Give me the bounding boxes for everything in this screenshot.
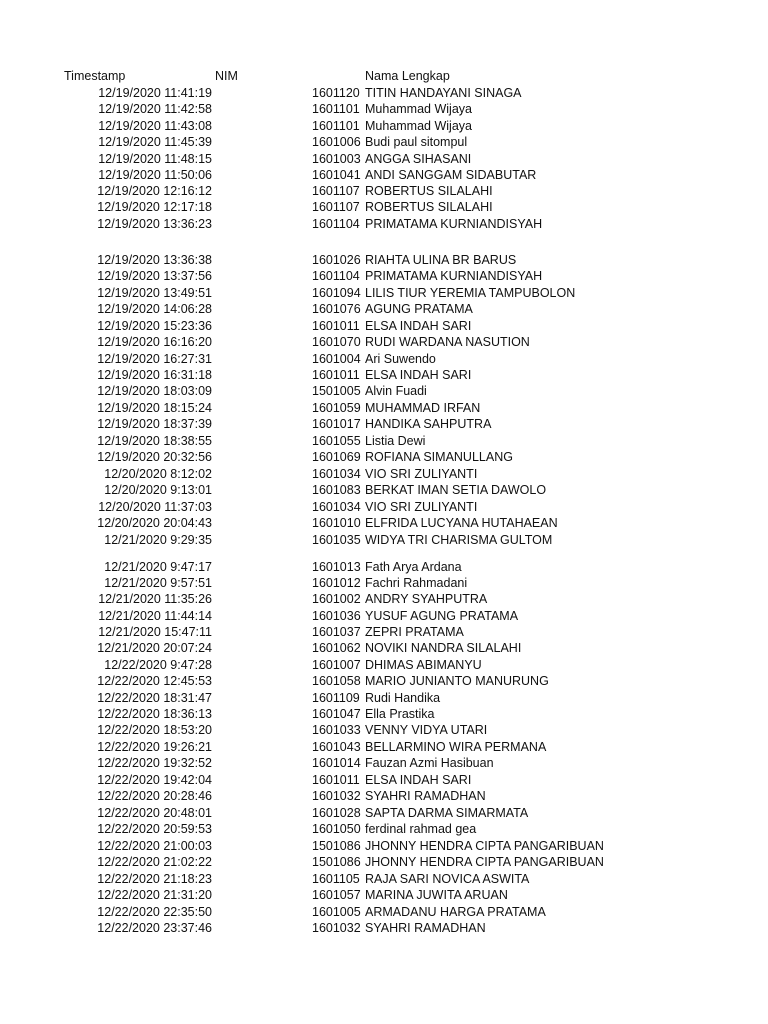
nim-cell: 1601059 [312,401,361,415]
table-row [0,85,768,101]
table-row [0,199,768,215]
nama-lengkap-cell: TITIN HANDAYANI SINAGA [365,86,522,100]
nama-lengkap-cell: Rudi Handika [365,691,441,705]
nama-lengkap-cell: AGUNG PRATAMA [365,302,473,316]
table-row [0,101,768,117]
table-row [0,788,768,804]
nim-cell: 1601011 [312,368,360,382]
timestamp-cell: 12/20/2020 11:37:03 [98,500,212,514]
nim-cell: 1601028 [312,806,361,820]
table-row [0,400,768,416]
nim-cell: 1601037 [312,625,361,639]
timestamp-cell: 12/22/2020 9:47:28 [104,658,212,672]
nama-lengkap-cell: Alvin Fuadi [365,384,427,398]
nim-cell: 1601013 [312,560,361,574]
table-row [0,383,768,399]
nim-cell: 1601007 [312,658,361,672]
nim-cell: 1601057 [312,888,361,902]
timestamp-cell: 12/19/2020 13:36:23 [97,217,212,231]
nama-lengkap-cell: ZEPRI PRATAMA [365,625,464,639]
table-row [0,285,768,301]
nama-lengkap-cell: ANGGA SIHASANI [365,152,472,166]
table-row [0,871,768,887]
timestamp-cell: 12/22/2020 20:28:46 [97,789,212,803]
timestamp-cell: 12/20/2020 8:12:02 [104,467,212,481]
table-row [0,515,768,531]
table-row [0,216,768,232]
nama-lengkap-cell: ANDI SANGGAM SIDABUTAR [365,168,537,182]
nama-lengkap-cell: PRIMATAMA KURNIANDISYAH [365,269,543,283]
nim-cell: 1601036 [312,609,361,623]
table-row [0,755,768,771]
timestamp-cell: 12/19/2020 11:41:19 [98,86,212,100]
nama-lengkap-cell: JHONNY HENDRA CIPTA PANGARIBUAN [365,839,604,853]
nim-cell: 1601083 [312,483,361,497]
nim-cell: 1601010 [312,516,361,530]
table-row [0,466,768,482]
timestamp-cell: 12/19/2020 11:43:08 [98,119,212,133]
table-row [0,838,768,854]
nama-lengkap-cell: ELSA INDAH SARI [365,368,472,382]
timestamp-cell: 12/19/2020 16:27:31 [97,352,212,366]
nama-lengkap-cell: ROBERTUS SILALAHI [365,200,493,214]
timestamp-cell: 12/19/2020 18:03:09 [97,384,212,398]
timestamp-cell: 12/19/2020 11:45:39 [98,135,212,149]
table-row [0,301,768,317]
nim-cell: 1601055 [312,434,361,448]
nim-cell: 1601076 [312,302,361,316]
nim-cell: 1601120 [312,86,360,100]
nim-cell: 1601017 [312,417,361,431]
nama-lengkap-cell: MARINA JUWITA ARUAN [365,888,508,902]
table-row [0,367,768,383]
timestamp-cell: 12/22/2020 20:59:53 [97,822,212,836]
nama-lengkap-cell: ROFIANA SIMANULLANG [365,450,513,464]
nim-cell: 1601101 [312,102,360,116]
table-row [0,904,768,920]
table-row [0,433,768,449]
timestamp-cell: 12/22/2020 21:18:23 [97,872,212,886]
table-row [0,739,768,755]
table-row [0,268,768,284]
nama-lengkap-cell: SYAHRI RAMADHAN [365,921,486,935]
nama-lengkap-cell: RAJA SARI NOVICA ASWITA [365,872,530,886]
nama-lengkap-cell: HANDIKA SAHPUTRA [365,417,492,431]
timestamp-cell: 12/19/2020 16:16:20 [97,335,212,349]
nim-cell: 1601070 [312,335,361,349]
nim-cell: 1601104 [312,269,360,283]
nama-lengkap-cell: SYAHRI RAMADHAN [365,789,486,803]
timestamp-cell: 12/19/2020 15:23:36 [97,319,212,333]
table-row [0,772,768,788]
nim-cell: 1501086 [312,855,361,869]
header-timestamp: Timestamp [64,69,126,83]
table-row [0,252,768,268]
nama-lengkap-cell: ROBERTUS SILALAHI [365,184,493,198]
nim-cell: 1601033 [312,723,361,737]
nama-lengkap-cell: Ari Suwendo [365,352,436,366]
table-row [0,482,768,498]
table-row [0,821,768,837]
nama-lengkap-cell: Listia Dewi [365,434,426,448]
nim-cell: 1501086 [312,839,361,853]
table-row [0,657,768,673]
table-row [0,805,768,821]
nim-cell: 1601107 [312,184,360,198]
nama-lengkap-cell: DHIMAS ABIMANYU [365,658,482,672]
nama-lengkap-cell: VIO SRI ZULIYANTI [365,500,478,514]
timestamp-cell: 12/22/2020 18:36:13 [97,707,212,721]
nama-lengkap-cell: PRIMATAMA KURNIANDISYAH [365,217,543,231]
nama-lengkap-cell: MARIO JUNIANTO MANURUNG [365,674,549,688]
nama-lengkap-cell: SAPTA DARMA SIMARMATA [365,806,529,820]
nim-cell: 1601107 [312,200,360,214]
nama-lengkap-cell: ANDRY SYAHPUTRA [365,592,488,606]
table-row [0,673,768,689]
table-row [0,854,768,870]
timestamp-cell: 12/19/2020 16:31:18 [97,368,212,382]
nim-cell: 1601101 [312,119,360,133]
timestamp-cell: 12/22/2020 18:31:47 [97,691,212,705]
timestamp-cell: 12/22/2020 21:02:22 [97,855,212,869]
nim-cell: 1601035 [312,533,361,547]
timestamp-cell: 12/19/2020 12:16:12 [97,184,212,198]
nim-cell: 1601012 [312,576,361,590]
nim-cell: 1601011 [312,319,360,333]
timestamp-cell: 12/21/2020 9:57:51 [104,576,212,590]
timestamp-cell: 12/21/2020 11:35:26 [98,592,212,606]
timestamp-cell: 12/22/2020 18:53:20 [97,723,212,737]
timestamp-cell: 12/22/2020 23:37:46 [97,921,212,935]
nama-lengkap-cell: NOVIKI NANDRA SILALAHI [365,641,522,655]
timestamp-cell: 12/19/2020 11:50:06 [98,168,212,182]
timestamp-cell: 12/22/2020 19:32:52 [97,756,212,770]
table-row [0,722,768,738]
nim-cell: 1601047 [312,707,361,721]
nim-cell: 1601104 [312,217,360,231]
timestamp-cell: 12/22/2020 22:35:50 [97,905,212,919]
table-row [0,690,768,706]
nama-lengkap-cell: Ella Prastika [365,707,435,721]
timestamp-cell: 12/21/2020 15:47:11 [98,625,212,639]
table-row [0,318,768,334]
nim-cell: 1601034 [312,500,361,514]
header-nim: NIM [215,69,238,83]
timestamp-cell: 12/19/2020 14:06:28 [97,302,212,316]
timestamp-cell: 12/19/2020 11:42:58 [98,102,212,116]
nama-lengkap-cell: Fauzan Azmi Hasibuan [365,756,494,770]
nim-cell: 1501005 [312,384,361,398]
table-row [0,887,768,903]
nama-lengkap-cell: YUSUF AGUNG PRATAMA [365,609,519,623]
table-row [0,167,768,183]
nim-cell: 1601094 [312,286,361,300]
timestamp-cell: 12/21/2020 9:47:17 [104,560,212,574]
nim-cell: 1601034 [312,467,361,481]
nim-cell: 1601043 [312,740,361,754]
nama-lengkap-cell: WIDYA TRI CHARISMA GULTOM [365,533,553,547]
timestamp-cell: 12/22/2020 12:45:53 [97,674,212,688]
nama-lengkap-cell: LILIS TIUR YEREMIA TAMPUBOLON [365,286,576,300]
nim-cell: 1601105 [312,872,360,886]
nim-cell: 1601002 [312,592,361,606]
nim-cell: 1601062 [312,641,361,655]
nama-lengkap-cell: ARMADANU HARGA PRATAMA [365,905,546,919]
table-row [0,575,768,591]
nim-cell: 1601109 [312,691,360,705]
table-row [0,608,768,624]
table-row [0,118,768,134]
timestamp-cell: 12/19/2020 13:36:38 [97,253,212,267]
timestamp-cell: 12/22/2020 21:31:20 [97,888,212,902]
table-row [0,183,768,199]
timestamp-cell: 12/20/2020 9:13:01 [104,483,212,497]
nim-cell: 1601003 [312,152,361,166]
table-row [0,624,768,640]
timestamp-cell: 12/20/2020 20:04:43 [97,516,212,530]
table-row [0,591,768,607]
table-row [0,532,768,548]
nim-cell: 1601026 [312,253,361,267]
table-row [0,151,768,167]
nim-cell: 1601004 [312,352,361,366]
nim-cell: 1601032 [312,921,361,935]
table-row [0,134,768,150]
nama-lengkap-cell: Fachri Rahmadani [365,576,468,590]
nama-lengkap-cell: Muhammad Wijaya [365,119,472,133]
timestamp-cell: 12/21/2020 9:29:35 [104,533,212,547]
table-row [0,499,768,515]
timestamp-cell: 12/19/2020 20:32:56 [97,450,212,464]
nim-cell: 1601069 [312,450,361,464]
table-row [0,449,768,465]
nama-lengkap-cell: MUHAMMAD IRFAN [365,401,481,415]
table-row [0,351,768,367]
header-nama-lengkap: Nama Lengkap [365,69,450,83]
nim-cell: 1601014 [312,756,361,770]
timestamp-cell: 12/21/2020 11:44:14 [98,609,212,623]
nim-cell: 1601041 [312,168,361,182]
timestamp-cell: 12/22/2020 20:48:01 [97,806,212,820]
table-row [0,706,768,722]
table-row [0,559,768,575]
timestamp-cell: 12/22/2020 19:42:04 [97,773,212,787]
nama-lengkap-cell: BERKAT IMAN SETIA DAWOLO [365,483,547,497]
nama-lengkap-cell: RUDI WARDANA NASUTION [365,335,530,349]
timestamp-cell: 12/19/2020 13:37:56 [97,269,212,283]
table-row [0,416,768,432]
nama-lengkap-cell: Muhammad Wijaya [365,102,472,116]
nama-lengkap-cell: RIAHTA ULINA BR BARUS [365,253,517,267]
timestamp-cell: 12/19/2020 18:38:55 [97,434,212,448]
nama-lengkap-cell: VIO SRI ZULIYANTI [365,467,478,481]
timestamp-cell: 12/19/2020 18:15:24 [97,401,212,415]
timestamp-cell: 12/19/2020 18:37:39 [97,417,212,431]
timestamp-cell: 12/19/2020 11:48:15 [98,152,212,166]
nama-lengkap-cell: VENNY VIDYA UTARI [365,723,488,737]
nama-lengkap-cell: Budi paul sitompul [365,135,468,149]
nama-lengkap-cell: ferdinal rahmad gea [365,822,477,836]
timestamp-cell: 12/22/2020 21:00:03 [97,839,212,853]
table-row [0,920,768,936]
nama-lengkap-cell: ELFRIDA LUCYANA HUTAHAEAN [365,516,558,530]
nama-lengkap-cell: ELSA INDAH SARI [365,319,472,333]
nim-cell: 1601032 [312,789,361,803]
timestamp-cell: 12/19/2020 13:49:51 [97,286,212,300]
nim-cell: 1601050 [312,822,361,836]
nim-cell: 1601005 [312,905,361,919]
nama-lengkap-cell: ELSA INDAH SARI [365,773,472,787]
nama-lengkap-cell: BELLARMINO WIRA PERMANA [365,740,547,754]
nama-lengkap-cell: JHONNY HENDRA CIPTA PANGARIBUAN [365,855,604,869]
table-row [0,334,768,350]
timestamp-cell: 12/21/2020 20:07:24 [97,641,212,655]
timestamp-cell: 12/19/2020 12:17:18 [97,200,212,214]
timestamp-cell: 12/22/2020 19:26:21 [97,740,212,754]
nim-cell: 1601058 [312,674,361,688]
nim-cell: 1601006 [312,135,361,149]
nim-cell: 1601011 [312,773,360,787]
nama-lengkap-cell: Fath Arya Ardana [365,560,462,574]
table-row [0,640,768,656]
